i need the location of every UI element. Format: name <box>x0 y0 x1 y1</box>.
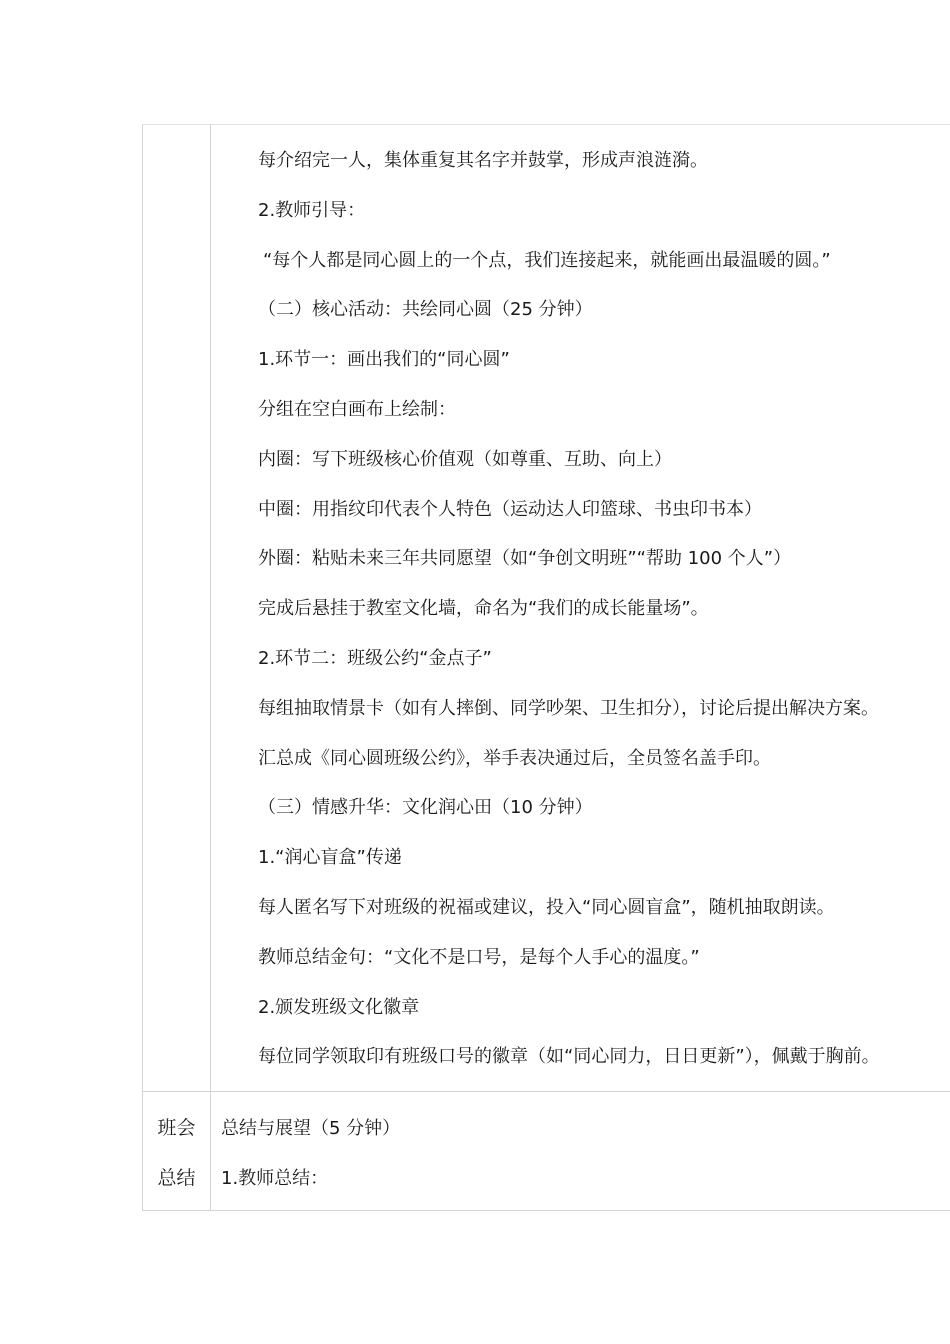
summary-content-cell <box>211 1092 950 1211</box>
activity-row <box>143 125 950 1092</box>
activity-line: 每组抽取情景卡（如有人摔倒、同学吵架、卫生扣分），讨论后提出解决方案。 <box>258 697 879 719</box>
summary-label-line: 班会 <box>157 1117 196 1140</box>
activity-line: “每个人都是同心圆上的一个点，我们连接起来，就能画出最温暖的圆。” <box>263 249 831 271</box>
section-heading: （三）情感升华：文化润心田（10 分钟） <box>258 797 593 819</box>
activity-lines <box>211 125 950 1091</box>
activity-line: 汇总成《同心圆班级公约》，举手表决通过后，全员签名盖手印。 <box>258 747 771 769</box>
summary-heading: 总结与展望（5 分钟） <box>221 1118 401 1140</box>
activity-line: 内圈：写下班级核心价值观（如尊重、互助、向上） <box>258 448 672 470</box>
summary-row <box>143 1092 950 1211</box>
activity-line: 2.教师引导： <box>258 199 366 221</box>
activity-line: 1.“润心盲盒”传递 <box>258 847 402 869</box>
activity-line: 中圈：用指纹印代表个人特色（运动达人印篮球、书虫印书本） <box>258 498 762 520</box>
summary-line: 1.教师总结： <box>221 1167 329 1189</box>
activity-content-cell <box>211 125 950 1092</box>
summary-label-cell <box>143 1092 211 1211</box>
activity-line: 每人匿名写下对班级的祝福或建议，投入“同心圆盲盒”，随机抽取朗读。 <box>258 896 835 918</box>
lesson-plan-table <box>142 124 950 1211</box>
summary-label <box>143 1092 210 1204</box>
summary-label-line: 总结 <box>157 1166 196 1189</box>
summary-lines <box>211 1092 950 1210</box>
activity-line: 完成后悬挂于教室文化墙，命名为“我们的成长能量场”。 <box>258 598 709 620</box>
activity-line: 教师总结金句：“文化不是口号，是每个人手心的温度。” <box>258 946 700 968</box>
activity-line: 每位同学领取印有班级口号的徽章（如“同心同力，日日更新”），佩戴于胸前。 <box>258 1046 880 1068</box>
activity-label-cell <box>143 125 211 1092</box>
activity-line: 1.环节一：画出我们的“同心圆” <box>258 349 510 371</box>
activity-line: 外圈：粘贴未来三年共同愿望（如“争创文明班”“帮助 100 个人”） <box>258 548 792 570</box>
activity-line: 每介绍完一人，集体重复其名字并鼓掌，形成声浪涟漪。 <box>258 150 708 171</box>
activity-line: 分组在空白画布上绘制： <box>258 398 456 420</box>
activity-line: 2.环节二：班级公约“金点子” <box>258 647 492 669</box>
section-heading: （二）核心活动：共绘同心圆（25 分钟） <box>258 299 593 321</box>
activity-line: 2.颁发班级文化徽章 <box>258 996 420 1018</box>
